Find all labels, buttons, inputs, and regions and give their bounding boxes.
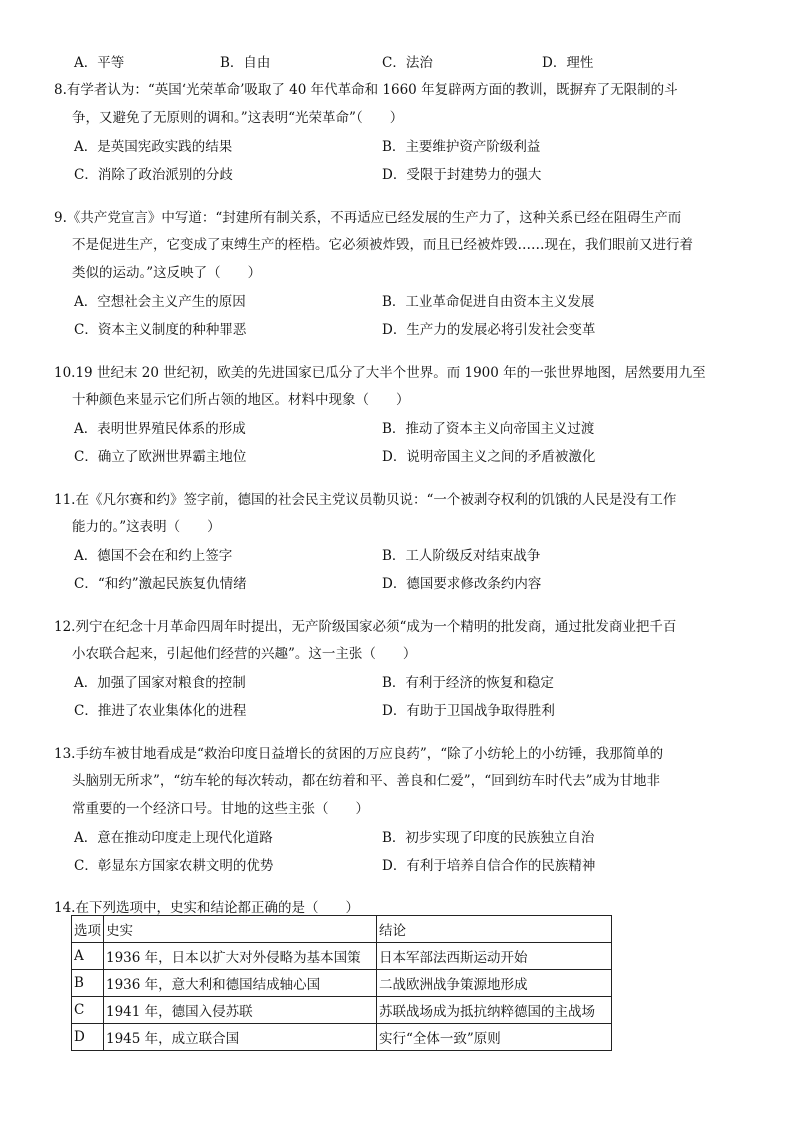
q10-options-row1	[74, 417, 754, 439]
table-cell-fact: 1941 年，德国入侵苏联	[104, 997, 377, 1024]
table-cell-option: D	[72, 1024, 104, 1051]
q13-options-row2	[74, 854, 754, 876]
q8-option-b[interactable]: B．主要维护资产阶级利益	[382, 139, 541, 155]
table-cell-conclusion: 二战欧洲战争策源地形成	[377, 970, 612, 997]
q8-options-row1	[74, 135, 754, 157]
q8-option-c[interactable]: C．消除了政治派别的分歧	[74, 167, 233, 183]
q12-option-b[interactable]: B．有利于经济的恢复和稳定	[382, 675, 554, 691]
table-header-conclusion: 结论	[377, 916, 612, 943]
table-row[interactable]	[72, 1024, 612, 1051]
q10-option-b[interactable]: B．推动了资本主义向帝国主义过渡	[382, 421, 595, 437]
table-header-option: 选项	[72, 916, 104, 943]
q11-option-c[interactable]: C．“和约”激起民族复仇情绪	[74, 576, 247, 592]
table-cell-option: A	[72, 943, 104, 970]
q10-stem-line2: 十种颜色来显示它们所占领的地区。材料中现象（ ）	[72, 392, 410, 408]
q11-options-row2	[74, 572, 754, 594]
q9-stem-line2: 不是促进生产，它变成了束缚生产的桎梏。它必须被炸毁，而且已经被炸毁……现在，我们眼前又进行着	[72, 237, 693, 253]
q9-option-d[interactable]: D．生产力的发展必将引发社会变革	[382, 322, 596, 338]
q10-options-row2	[74, 445, 754, 467]
table-cell-option: C	[72, 997, 104, 1024]
q13-option-d[interactable]: D．有利于培养自信合作的民族精神	[382, 858, 596, 874]
q11-option-d[interactable]: D．德国要求修改条约内容	[382, 576, 542, 592]
q8-option-a[interactable]: A．是英国宪政实践的结果	[74, 139, 233, 155]
q12-stem-line1: 12.列宁在纪念十月革命四周年时提出，无产阶级国家必须“成为一个精明的批发商，通过批发商业把千百	[54, 619, 677, 635]
q7-option-c[interactable]: C．法治	[382, 55, 433, 71]
q11-option-b[interactable]: B．工人阶级反对结束战争	[382, 548, 541, 564]
q10-option-c[interactable]: C．确立了欧洲世界霸主地位	[74, 449, 247, 465]
q12-option-d[interactable]: D．有助于卫国战争取得胜利	[382, 703, 555, 719]
q11-options-row1	[74, 544, 754, 566]
q10-option-a[interactable]: A．表明世界殖民体系的形成	[74, 421, 246, 437]
q8-stem-line2: 争，又避免了无原则的调和。”这表明“光荣革命”（ ）	[72, 110, 404, 126]
q13-option-c[interactable]: C．彰显东方国家农耕文明的优势	[74, 858, 274, 874]
table-cell-conclusion: 实行“全体一致”原则	[377, 1024, 612, 1051]
q9-stem-line1: 9.《共产党宣言》中写道：“封建所有制关系，不再适应已经发展的生产力了，这种关系已经在阻碍生产而	[54, 210, 682, 226]
q13-stem-line3: 常重要的一个经济口号。甘地的这些主张（ ）	[72, 801, 369, 817]
q13-stem-line1: 13.手纺车被甘地看成是“救治印度日益增长的贫困的万应良药”，“除了小纺轮上的小纺锤，我那简单的	[54, 746, 664, 762]
q12-options-row2	[74, 699, 754, 721]
q11-option-a[interactable]: A．德国不会在和约上签字	[74, 548, 233, 564]
q10-stem-line1: 10.19 世纪末 20 世纪初，欧美的先进国家已瓜分了大半个世界。而 1900 年的一张世界地图，居然要用九至	[54, 365, 706, 381]
table-cell-option: B	[72, 970, 104, 997]
q7-options	[74, 51, 754, 73]
q9-options-row2	[74, 318, 754, 340]
table-row[interactable]	[72, 997, 612, 1024]
q8-stem-line1: 8.有学者认为：“英国‘光荣革命’吸取了 40 年代革命和 1660 年复辟两方面的教训，既摒弃了无限制的斗	[54, 82, 678, 98]
table-row[interactable]	[72, 943, 612, 970]
q14-table	[71, 915, 612, 1051]
table-header-fact: 史实	[104, 916, 377, 943]
q12-option-c[interactable]: C．推进了农业集体化的进程	[74, 703, 247, 719]
q13-stem-line2: 头脑别无所求”，“纺车轮的每次转动，都在纺着和平、善良和仁爱”，“回到纺车时代去”成为甘地非	[72, 773, 661, 789]
q9-options-row1	[74, 290, 754, 312]
q9-stem-line3: 类似的运动。”这反映了（ ）	[72, 265, 262, 281]
q14-stem: 14.在下列选项中，史实和结论都正确的是（ ）	[54, 900, 359, 916]
q10-option-d[interactable]: D．说明帝国主义之间的矛盾被激化	[382, 449, 596, 465]
table-cell-conclusion: 苏联战场成为抵抗纳粹德国的主战场	[377, 997, 612, 1024]
q12-option-a[interactable]: A．加强了国家对粮食的控制	[74, 675, 246, 691]
table-cell-fact: 1945 年，成立联合国	[104, 1024, 377, 1051]
q8-options-row2	[74, 163, 754, 185]
q7-option-a[interactable]: A．平等	[74, 55, 125, 71]
q11-stem-line2: 能力的。”这表明（ ）	[72, 519, 221, 535]
q7-option-d[interactable]: D．理性	[542, 55, 594, 71]
q12-options-row1	[74, 671, 754, 693]
q9-option-c[interactable]: C．资本主义制度的种种罪恶	[74, 322, 247, 338]
q11-stem-line1: 11.在《凡尔赛和约》签字前，德国的社会民主党议员勒贝说：“一个被剥夺权利的饥饿的人民是没有工作	[54, 492, 677, 508]
q13-option-b[interactable]: B．初步实现了印度的民族独立自治	[382, 830, 595, 846]
q9-option-b[interactable]: B．工业革命促进自由资本主义发展	[382, 294, 595, 310]
table-cell-fact: 1936 年，日本以扩大对外侵略为基本国策	[104, 943, 377, 970]
q9-option-a[interactable]: A．空想社会主义产生的原因	[74, 294, 246, 310]
table-cell-conclusion: 日本军部法西斯运动开始	[377, 943, 612, 970]
q8-option-d[interactable]: D．受限于封建势力的强大	[382, 167, 542, 183]
q13-options-row1	[74, 826, 754, 848]
table-row[interactable]	[72, 970, 612, 997]
q12-stem-line2: 小农联合起来，引起他们经营的兴趣”。这一主张（ ）	[72, 646, 417, 662]
q13-option-a[interactable]: A．意在推动印度走上现代化道路	[74, 830, 273, 846]
table-header-row	[72, 916, 612, 943]
q7-option-b[interactable]: B．自由	[220, 55, 271, 71]
table-cell-fact: 1936 年，意大利和德国结成轴心国	[104, 970, 377, 997]
